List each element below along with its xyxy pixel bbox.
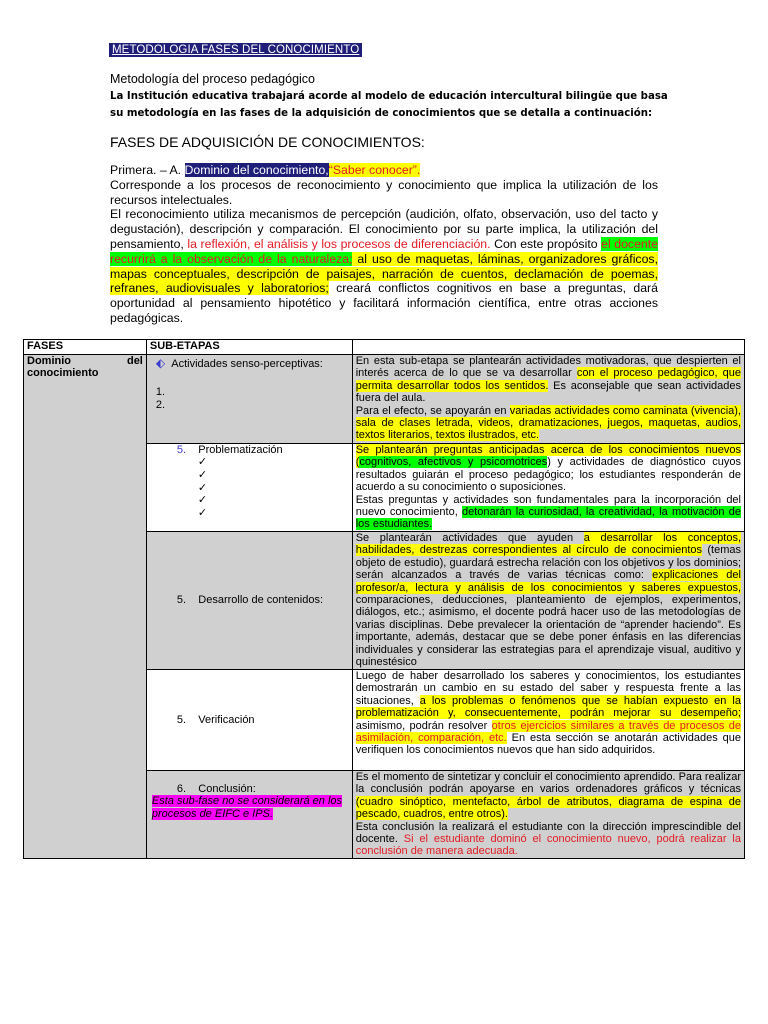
desc-text: Es aconsejable que sean actividades fuera del aula. xyxy=(355,379,741,405)
description-cell xyxy=(352,532,744,670)
subfase-note xyxy=(152,795,345,820)
desc-highlight: variadas actividades como caminata (vivencia), sala de clases letrada, videos, dramatizaciones, juegos, maquetas, audios, textos literarios, textos ilustrados, etc. xyxy=(355,404,741,442)
subetapa-number: 5. xyxy=(176,594,187,607)
desc-text: Esta conclusión la realizará el estudiante con la dirección imprescindible del docente. xyxy=(355,820,741,846)
desc-highlight: cognitivos, afectivos y psicomotrices xyxy=(359,456,548,469)
num-item-2: 2. xyxy=(155,398,166,411)
subetapa-heading xyxy=(156,357,349,370)
header-subetapas: SUB-ETAPAS xyxy=(146,340,352,355)
subetapa-heading xyxy=(177,594,349,606)
primera-heading xyxy=(110,163,658,178)
table-row xyxy=(24,355,745,444)
subetapa-label: Problematización xyxy=(198,444,283,456)
subetapa-number: 5. xyxy=(176,444,187,456)
section-title: FASES DE ADQUISICIÓN DE CONOCIMIENTOS: xyxy=(110,134,425,150)
primera-section xyxy=(110,163,658,326)
subetapa-cell xyxy=(146,532,352,670)
header-fases: FASES xyxy=(24,340,147,355)
subetapa-number: 6. xyxy=(176,783,187,795)
desc-text: (temas objeto de estudio), guardará estrecha relación con los objetivos y los dominios; serán alcanzados a través de varias técnicas como: xyxy=(355,544,741,582)
subetapa-cell xyxy=(146,670,352,771)
subetapa-heading xyxy=(177,714,349,726)
desc-highlight: a los problemas o fenómenos que se habían expuesto en la problematización y, consecuentemente, podrán mejorar su desempeño; xyxy=(355,694,741,720)
desc-text: Luego de haber desarrollado los saberes y conocimientos, los estudiantes demostrarán un cambio en su estado del saber y respuesta frente a las situaciones, xyxy=(355,670,741,707)
desc-highlight: con el proceso pedagógico, que permita desarrollar todos los sentidos. xyxy=(355,367,741,392)
subetapa-heading xyxy=(177,444,349,456)
primera-prefix: Primera. – A. xyxy=(110,163,185,177)
desc-text: ) y actividades de diagnóstico cuyos resultados guiarán el proceso pedagógico; los estudiantes responderán de acuerdo a su conocimiento o suposiciones. xyxy=(355,456,741,494)
desc-text: comparaciones, deducciones, planteamiento de ejemplos, experimentos, diálogos, etc.; asimismo, el docente podrá hacer uso de las metodologías de varias disciplinas. Debe prevalecer la orientación de “aprender haciendo”. Es importante, además, destacar que se debe poner énfasis en las diferencias individuales y considerar las estrategias para el aprendizaje visual, auditivo y quinestésico xyxy=(355,594,741,669)
check-icon: ✓ xyxy=(197,469,208,481)
desc-highlight: Se plantearán preguntas anticipadas acerca de los conocimientos nuevos ( xyxy=(355,444,741,469)
desc-text: En esta sub-etapa se plantearán actividades motivadoras, que despierten el interés acerca de lo que se va desarrollar xyxy=(355,355,741,380)
desc-text: Estas preguntas y actividades son fundamentales para la incorporación del nuevo conocimiento, xyxy=(355,493,741,519)
p2-text-c: Con este propósito xyxy=(490,236,602,251)
description-cell xyxy=(352,670,744,771)
subetapa-label: Desarrollo de contenidos: xyxy=(198,594,324,607)
document-title: METODOLOGIA FASES DEL CONOCIMIENTO xyxy=(109,43,362,57)
subetapa-label: Conclusión: xyxy=(198,783,256,795)
subetapa-number: 5. xyxy=(176,713,187,726)
header-description xyxy=(352,340,744,355)
p2-text-e: al uso de maquetas, láminas, organizadores gráficos, mapas conceptuales, descripción de paisajes, narración de cuentos, declamación de poemas, refranes, audiovisuales y laboratorios; xyxy=(110,251,658,296)
subetapa-cell xyxy=(146,771,352,859)
desc-highlight: detonarán la curiosidad, la creatividad, la motivación de los estudiantes. xyxy=(355,506,741,531)
table-header-row xyxy=(24,340,745,355)
check-icon: ✓ xyxy=(197,494,208,507)
subetapa-label: Actividades senso-perceptivas: xyxy=(171,358,323,370)
p2-text-b: la reflexión, el análisis y los procesos de diferenciación. xyxy=(187,236,491,251)
desc-text: Se plantearán actividades que ayuden xyxy=(355,532,584,544)
fase-cell xyxy=(24,355,147,859)
subtitle: Metodología del proceso pedagógico xyxy=(110,72,316,86)
fase-name: Dominio del conocimiento xyxy=(27,355,143,380)
check-icon: ✓ xyxy=(197,506,208,519)
check-icon: ✓ xyxy=(197,481,208,494)
description-cell xyxy=(352,444,744,532)
desc-text: Para el efecto, se apoyarán en xyxy=(355,404,510,417)
num-item-1: 1. xyxy=(155,386,166,399)
subetapa-heading xyxy=(177,783,349,795)
p2-text-f: creará conflictos cognitivos en base a preguntas, dará oportunidad al pensamiento hipotético y facilitará información científica, entre otras acciones pedagógicas. xyxy=(110,281,658,325)
desc-highlight: explicaciones del profesor/a, lectura y análisis de los conocimientos y saberes expuestos, xyxy=(355,569,741,594)
subetapa-label: Verificación xyxy=(198,713,255,726)
desc-red-text: Si el estudiante dominó el conocimiento nuevo, podrá realizar la conclusión de manera adecuada. xyxy=(355,833,741,858)
phases-table xyxy=(23,339,745,859)
dominio-label: Dominio del conocimiento, xyxy=(184,163,329,177)
subetapa-cell xyxy=(146,444,352,532)
desc-text: En esta sección se anotarán actividades que verifiquen los conocimientos nuevos que han sido adquiridos. xyxy=(355,732,741,757)
p2-text-d: el docente recurrirá a la observación de la naturaleza; xyxy=(110,236,659,266)
desc-highlight: otros ejercicios similares a través de procesos de asimilación, comparación, etc. xyxy=(355,719,741,745)
arrow-bullet-icon: ⬖ xyxy=(155,356,166,370)
description-cell xyxy=(352,355,744,444)
desc-text: Es el momento de sintetizar y concluir el conocimiento aprendido. Para realizar la conclusión podrán apoyarse en varios ordenadores gráficos y técnicas xyxy=(355,771,741,796)
check-icon: ✓ xyxy=(197,456,208,469)
primera-paragraph-2 xyxy=(110,207,658,325)
desc-highlight: (cuadro sinóptico, mentefacto, árbol de atributos, diagrama de espina de pescado, cuadros, entre otros). xyxy=(355,795,741,821)
saber-conocer-label: “Saber conocer”. xyxy=(328,163,421,177)
subetapa-cell xyxy=(146,355,352,444)
intro-paragraph: La Institución educativa trabajará acorde al modelo de educación intercultural bilingüe que basa su metodología en las fases de la adquisición de conocimientos que se detalla a continuación: xyxy=(110,91,668,119)
p2-text-a: El reconocimiento utiliza mecanismos de percepción (audición, olfato, observación, uso del tacto y degustación), descripción y comparación. El conocimiento por su parte implica, la utilización del pensamiento, xyxy=(110,207,658,251)
primera-paragraph-1: Corresponde a los procesos de reconocimiento y conocimiento que implica la utilización de los recursos intelectuales. xyxy=(110,177,658,207)
description-cell xyxy=(352,771,744,859)
desc-text: asimismo, podrán resolver xyxy=(355,719,492,732)
checklist xyxy=(198,456,349,519)
note-highlight: Esta sub-fase no se considerará en los procesos de EIFC e IPS. xyxy=(151,795,343,820)
desc-highlight: a desarrollar los conceptos, habilidades, destrezas correspondientes al círculo de conocimientos xyxy=(355,532,741,557)
